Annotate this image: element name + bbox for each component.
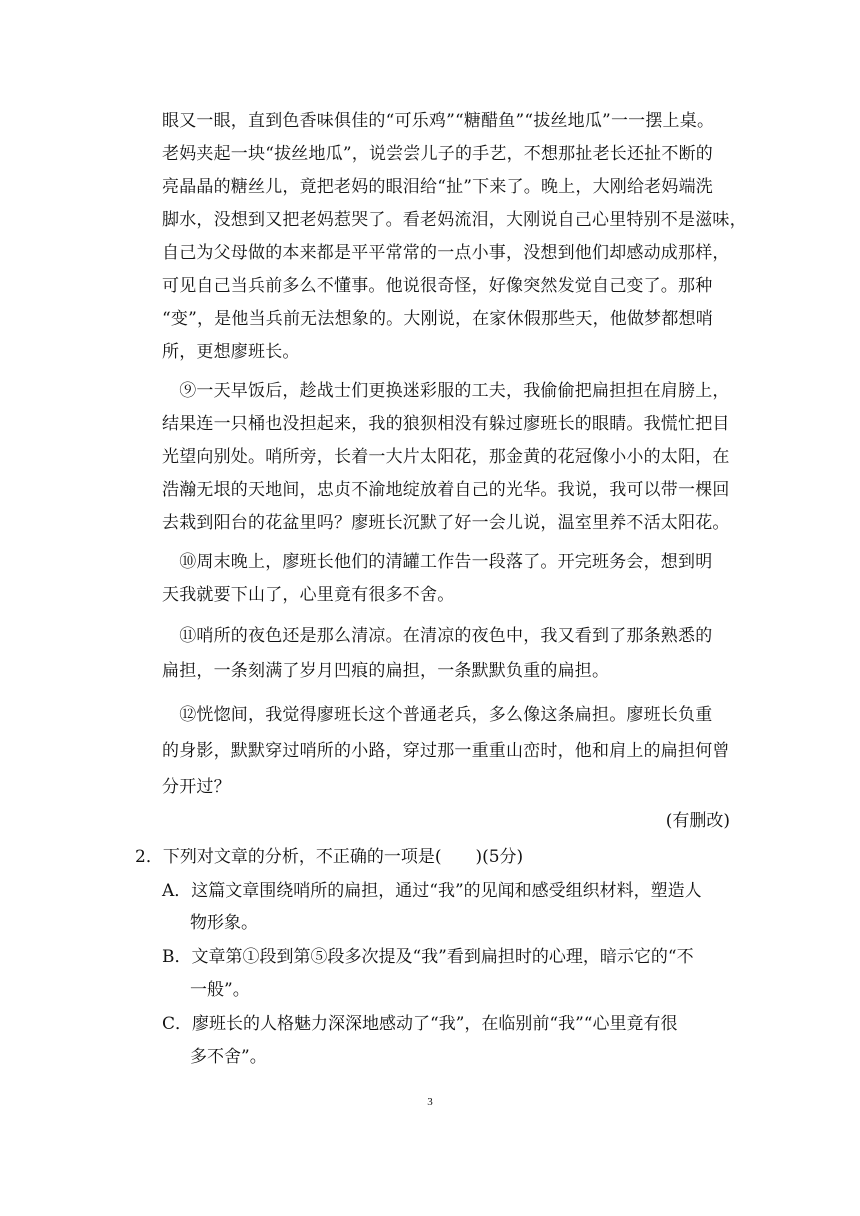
article-line: “变”，是他当兵前无法想象的。大刚说，在家休假那些天，他做梦都想哨 — [162, 309, 713, 329]
article-line: 浩瀚无垠的天地间，忠贞不渝地绽放着自己的光华。我说，我可以带一棵回 — [162, 480, 730, 500]
paragraph-12-line: ⑫恍惚间，我觉得廖班长这个普通老兵，多么像这条扁担。廖班长负重 — [162, 705, 713, 725]
option-a-line1: A．这篇文章围绕哨所的扁担，通过“我”的见闻和感受组织材料，塑造人 — [162, 881, 702, 901]
paragraph-10-line: ⑩周末晚上，廖班长他们的清罐工作告一段落了。开完班务会，想到明 — [162, 552, 713, 572]
source-credit: (有删改) — [665, 811, 730, 831]
article-line: 可见自己当兵前多么不懂事。他说很奇怪，好像突然发觉自己变了。那种 — [162, 276, 713, 296]
article-line: 结果连一只桶也没担起来，我的狼狈相没有躲过廖班长的眼睛。我慌忙把目 — [162, 414, 730, 434]
article-line: 脚水，没想到又把老妈惹哭了。看老妈流泪，大刚说自己心里特别不是滋味， — [162, 210, 747, 230]
article-line: 去栽到阳台的花盆里吗？廖班长沉默了好一会儿说，温室里养不活太阳花。 — [162, 513, 730, 533]
article-line: 亮晶晶的糖丝儿，竟把老妈的眼泪给“扯”下来了。晚上，大刚给老妈端洗 — [162, 177, 713, 197]
article-line: 自己为父母做的本来都是平平常常的一点小事，没想到他们却感动成那样， — [162, 243, 730, 263]
article-line: 扁担，一条刻满了岁月凹痕的扁担，一条默默负重的扁担。 — [162, 661, 610, 681]
option-a-line2: 物形象。 — [190, 913, 258, 933]
article-line: 分开过？ — [162, 777, 231, 797]
article-line: 天我就要下山了，心里竟有很多不舍。 — [162, 585, 455, 605]
paragraph-9-line: ⑨一天早饭后，趁战士们更换迷彩服的工夫，我偷偷把扁担担在肩膀上， — [162, 381, 730, 401]
article-line: 老妈夹起一块“拔丝地瓜”，说尝尝儿子的手艺，不想那扯老长还扯不断的 — [162, 144, 713, 164]
option-c-line1: C．廖班长的人格魅力深深地感动了“我”，在临别前“我”“心里竟有很 — [162, 1014, 678, 1034]
article-line: 的身影，默默穿过哨所的小路，穿过那一重重山峦时，他和肩上的扁担何曾 — [162, 741, 730, 761]
option-b-line1: B．文章第①段到第⑤段多次提及“我”看到扁担时的心理，暗示它的“不 — [162, 947, 694, 967]
paragraph-11-line: ⑪哨所的夜色还是那么清凉。在清凉的夜色中，我又看到了那条熟悉的 — [162, 626, 713, 646]
option-c-line2: 多不舍”。 — [190, 1047, 267, 1067]
article-line: 所，更想廖班长。 — [162, 342, 300, 362]
option-b-line2: 一般”。 — [190, 980, 250, 1000]
article-line: 眼又一眼，直到色香味俱佳的“可乐鸡”“糖醋鱼”“拔丝地瓜”一一摆上桌。 — [162, 111, 715, 131]
article-line: 光望向别处。哨所旁，长着一大片太阳花，那金黄的花冠像小小的太阳，在 — [162, 447, 730, 467]
question-stem: 2．下列对文章的分析，不正确的一项是( )(5分) — [135, 847, 524, 867]
page-number: 3 — [427, 1096, 433, 1108]
